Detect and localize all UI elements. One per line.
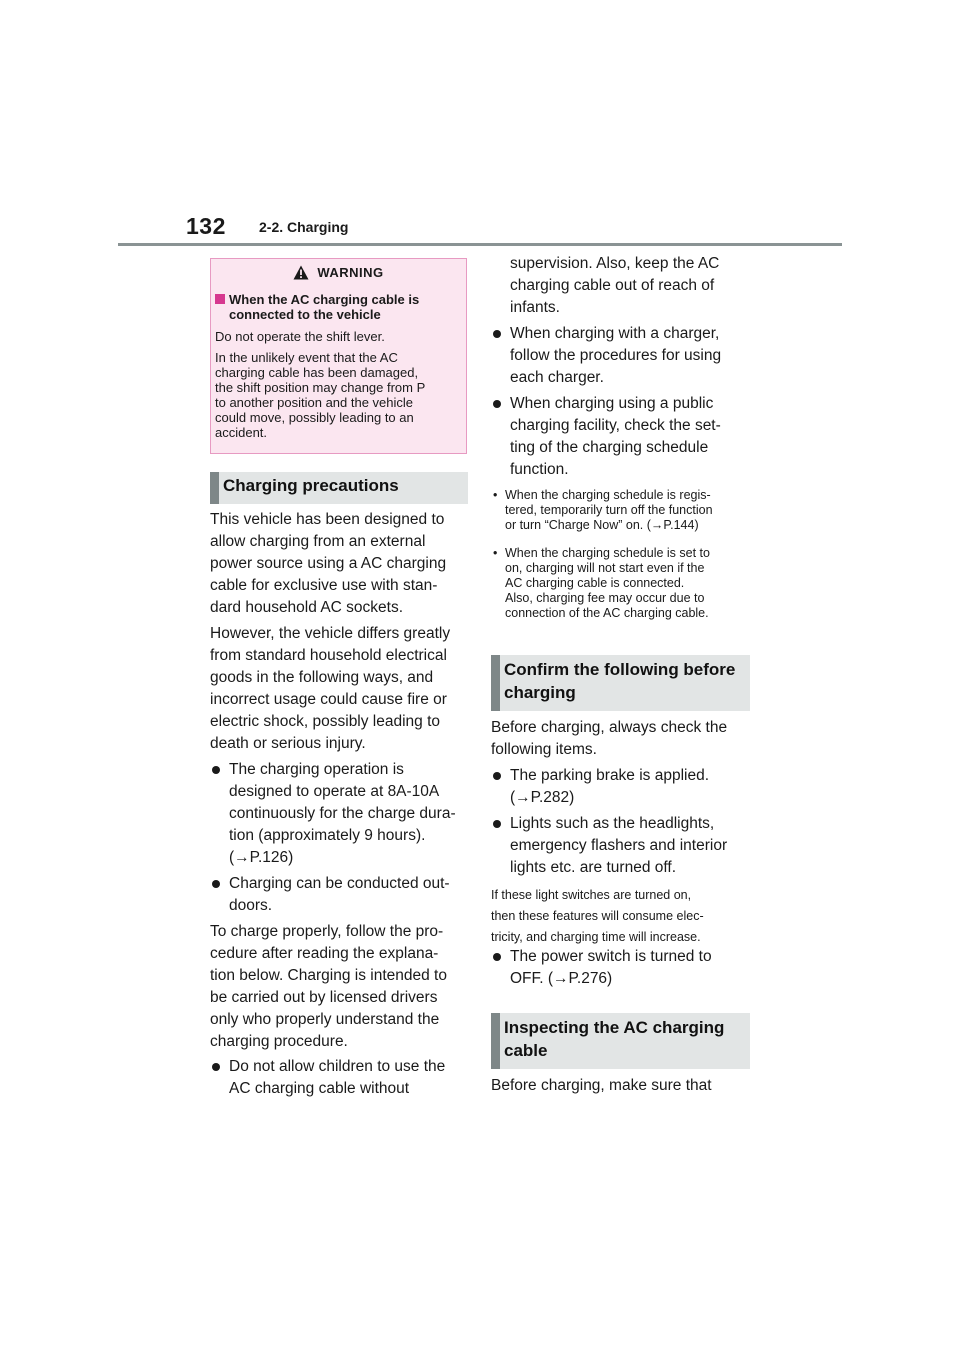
header-rule [118, 243, 842, 246]
warning-text-2: In the unlikely event that the AC charging cable has been damaged, the shift position may change from P to another position and the vehicle could move, possibly leading to an accident. [215, 350, 426, 440]
bullet-icon [493, 400, 501, 408]
bullet-outdoors: Charging can be conducted out- doors. [210, 873, 472, 917]
bullet-icon [493, 953, 501, 961]
square-marker-icon [215, 294, 225, 304]
paragraph-design: This vehicle has been designed to allow charging from an external power source using a AC charging cable for exclusive use with stan- dard household AC sockets. [210, 511, 447, 616]
paragraph-differences: However, the vehicle differs greatly from standard household electrical goods in the following ways, and incorrect usage could cause fire or electric shock, possibly leading to death or serious injury. [210, 625, 451, 752]
heading-inspecting-cable: Inspecting the AC charging cable [491, 1013, 750, 1069]
warning-title: WARNING [317, 265, 384, 280]
bullet-icon [212, 880, 220, 888]
bullet-charger: When charging with a charger, follow the procedures for using each charger. [491, 323, 753, 389]
note-schedule-on: • When the charging schedule is set to on, charging will not start even if the AC charging cable is connected. Also, charging fee may occur due to connection of the AC charging cable. [493, 546, 710, 620]
bullet-public-charging: When charging using a public charging facility, check the set- ting of the charging schedule function. [491, 393, 753, 481]
bullet-charging-operation: The charging operation is designed to operate at 8A-10A continuously for the charge dura- tion (approximately 9 hours). (→P.126) [210, 759, 472, 869]
warning-text-1: Do not operate the shift lever. [215, 329, 385, 344]
bullet-icon [493, 820, 501, 828]
bullet-power-switch: The power switch is turned to OFF. (→P.276) [491, 946, 753, 990]
paragraph-procedure: To charge properly, follow the pro- cedure after reading the explana- tion below. Charging is intended to be carried out by licensed drivers only who properly understand the charging procedure. [210, 923, 447, 1050]
bullet-icon [493, 330, 501, 338]
paragraph-make-sure: Before charging, make sure that [491, 1077, 712, 1094]
section-label: 2-2. Charging [259, 219, 349, 235]
warning-header [211, 265, 466, 280]
paragraph-before-charging: Before charging, always check the following items. [491, 719, 728, 758]
note-light-switches: If these light switches are turned on, then these features will consume elec- tricity, and charging time will increase. [491, 888, 704, 944]
bullet-children: Do not allow children to use the AC charging cable without [210, 1056, 472, 1100]
warning-subtitle: When the AC charging cable is connected to the vehicle [215, 292, 455, 322]
bullet-parking-brake: The parking brake is applied. (→P.282) [491, 765, 753, 809]
bullet-icon [212, 766, 220, 774]
bullet-children-continued: supervision. Also, keep the AC charging cable out of reach of infants. [510, 255, 720, 316]
warning-box [210, 258, 467, 454]
warning-triangle-icon [293, 265, 309, 280]
bullet-lights: Lights such as the headlights, emergency flashers and interior lights etc. are turned off. [491, 813, 753, 879]
bullet-icon [493, 772, 501, 780]
bullet-icon [212, 1063, 220, 1071]
page-number: 132 [186, 213, 226, 239]
heading-charging-precautions: Charging precautions [210, 472, 468, 504]
heading-confirm-before-charging: Confirm the following before charging [491, 655, 750, 711]
note-schedule-registered: • When the charging schedule is regis- tered, temporarily turn off the function or turn “Charge Now” on. (→P.144) [493, 488, 713, 532]
